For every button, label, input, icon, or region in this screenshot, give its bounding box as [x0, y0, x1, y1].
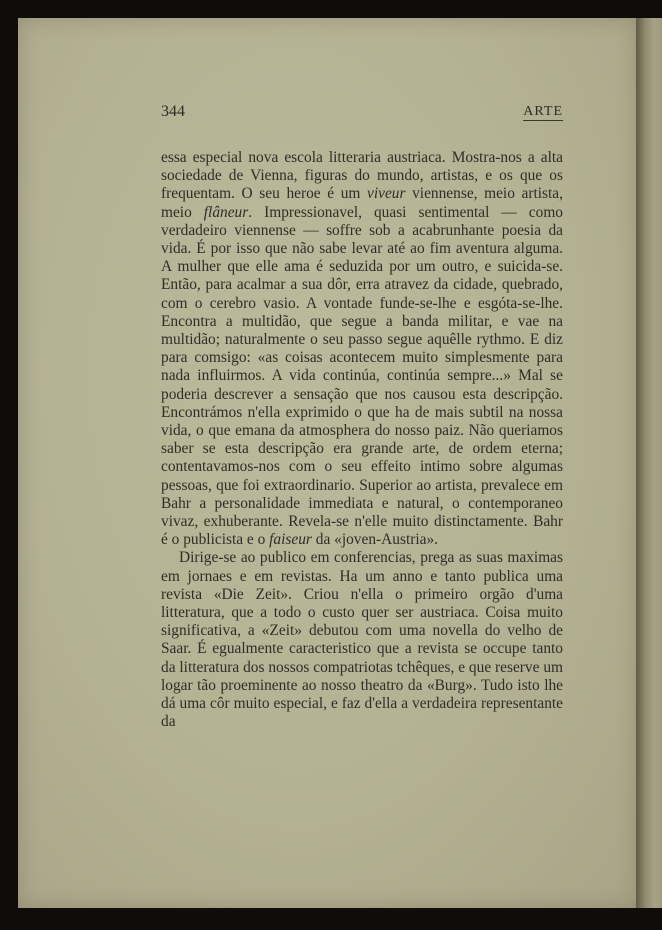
italic-term-flaneur: flâneur: [203, 203, 249, 221]
page-header: [161, 103, 563, 123]
body-text: [161, 149, 563, 732]
book-gutter: [636, 18, 662, 908]
running-head: ARTE: [523, 104, 563, 119]
page-number: 344: [161, 103, 185, 120]
paragraph-1-text-b: viennense, meio artista, meio: [161, 185, 563, 221]
paragraph-1-text-c: . Impressionavel, quasi sentimental — como verdadeiro viennense — soffre sob a acabrunhante poesia da vida. É por isso que não sabe levar até ao fim aventura alguma. A mulher que elle ama é seduzida por um outro, e suicida-se. Então, para acalmar a sua dôr, erra atravez da cidade, quebrado, com o cerebro vasio. A vontade funde-se-lhe e esgóta-se-lhe. Encontra a multidão, que segue a banda militar, e vae na multidão; naturalmente o seu passo segue aquêlle rythmo. E diz para comsigo: «as coisas acontecem muito simplesmente para nada influirmos. A vida continúa, continúa sempre...» Mal se poderia descrever a sensação que nos causou esta descripção. Encontrámos n'ella exprimido o que ha de mais subtil na nossa vida, o que emana da atmosphera do nosso paiz. Não queriamos saber se esta descripção era grande arte, de ordem eterna; contentavamos-nos com o seu effeito intimo sobre algumas pessoas, que foi extraordinario. Superior ao artista, prevalece em Bahr a personalidade immediata e natural, o contemporaneo vivaz, exhuberante. Revela-se n'elle muito distinctamente. Bahr é o publicista e o: [161, 203, 563, 549]
italic-term-viveur: viveur: [367, 185, 406, 203]
paragraph-1-text-d: da «joven-Austria».: [311, 531, 438, 549]
paragraph-1: [161, 149, 563, 549]
italic-term-faiseur: faiseur: [269, 531, 312, 549]
paragraph-1-text-a: essa especial nova escola litteraria austriaca. Mostra-nos a alta sociedade de Vienna, figuras do mundo, artistas, e os que os frequentam. O seu heroe é um: [161, 149, 563, 203]
paragraph-2: Dirige-se ao publico em conferencias, prega as suas maximas em jornaes e em revistas. Ha um anno e tanto publica uma revista «Die Zeit». Criou n'ella o primeiro orgão d'uma litteratura, que a todo o custo quer ser austriaca. Coisa muito significativa, a «Zeit» debutou com uma novella do velho de Saar. É egualmente caracteristico que a revista se occupe tanto da litteratura dos nossos compatriotas tchêques, e que reserve um logar tão proeminente ao nosso theatro da «Burg». Tudo isto lhe dá uma côr muito especial, e faz d'ella a verdadeira representante da: [161, 549, 563, 731]
